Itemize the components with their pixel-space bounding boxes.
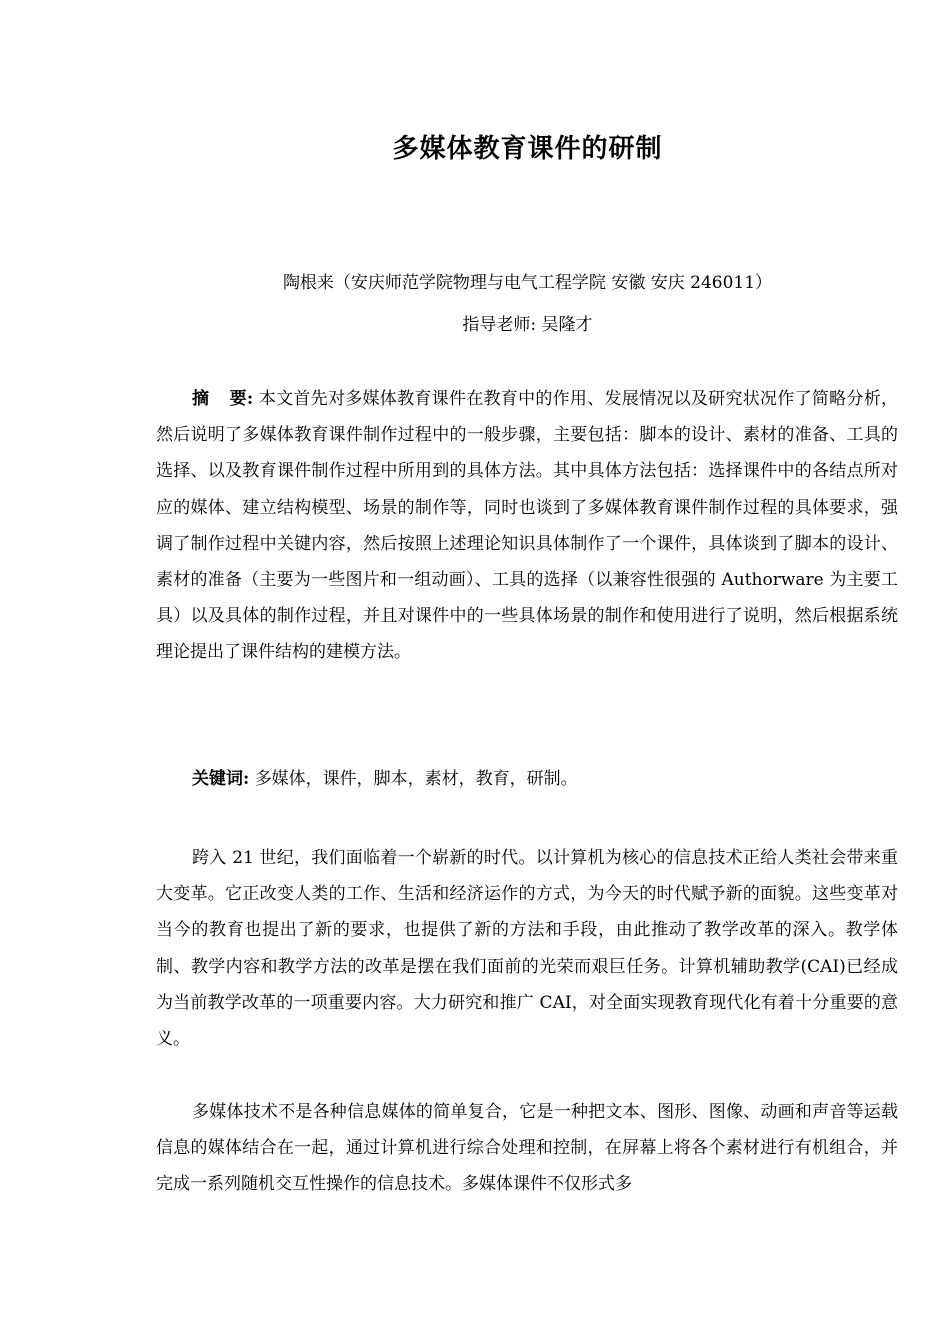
author-affiliation: 陶根来（安庆师范学院物理与电气工程学院 安徽 安庆 246011）	[282, 273, 773, 293]
body-paragraph-2: 多媒体技术不是各种信息媒体的简单复合，它是一种把文本、图形、图像、动画和声音等运载信息的媒体结合在一起，通过计算机进行综合处理和控制，在屏幕上将各个素材进行有机组合，并完成一系列随机交互性操作的信息技术。多媒体课件不仅形式多	[156, 1102, 898, 1195]
abstract-text: 本文首先对多媒体教育课件在教育中的作用、发展情况以及研究状况作了简略分析，然后说明了多媒体教育课件制作过程中的一般步骤，主要包括：脚本的设计、素材的准备、工具的选择、以及教育课件制作过程中所用到的具体方法。其中具体方法包括：选择课件中的各结点所对应的媒体、建立结构模型、场景的制作等，同时也谈到了多媒体教育课件制作过程的具体要求，强调了制作过程中关键内容，然后按照上述理论知识具体制作了一个课件，具体谈到了脚本的设计、素材的准备（主要为一些图片和一组动画）、工具的选择（以兼容性很强的 Authorware 为主要工具）以及具体的制作过程，并且对课件中的一些具体场景的制作和使用进行了说明，然后根据系统理论提出了课件结构的建模方法。	[156, 389, 899, 663]
supervisor-line: 指导老师: 吴隆才	[462, 315, 593, 335]
abstract-label-part2: 要:	[229, 389, 254, 409]
body-paragraph-1: 跨入 21 世纪，我们面临着一个崭新的时代。以计算机为核心的信息技术正给人类社会带来重大变革。它正改变人类的工作、生活和经济运作的方式，为今天的时代赋予新的面貌。这些变革对当今的教育也提出了新的要求，也提供了新的方法和手段，由此推动了教学改革的深入。教学体制、教学内容和教学方法的改革是摆在我们面前的光荣而艰巨任务。计算机辅助教学(CAI)已经成为当前教学改革的一项重要内容。大力研究和推广 CAI，对全面实现教育现代化有着十分重要的意义。	[156, 848, 898, 1050]
keywords-paragraph	[156, 761, 898, 797]
abstract-label-part1: 摘	[192, 389, 210, 409]
keywords-label: 关键词:	[192, 769, 250, 789]
abstract-paragraph	[156, 381, 898, 671]
paper-title: 多媒体教育课件的研制	[392, 134, 663, 164]
keywords-text: 多媒体，课件，脚本，素材，教育，研制。	[254, 769, 578, 789]
